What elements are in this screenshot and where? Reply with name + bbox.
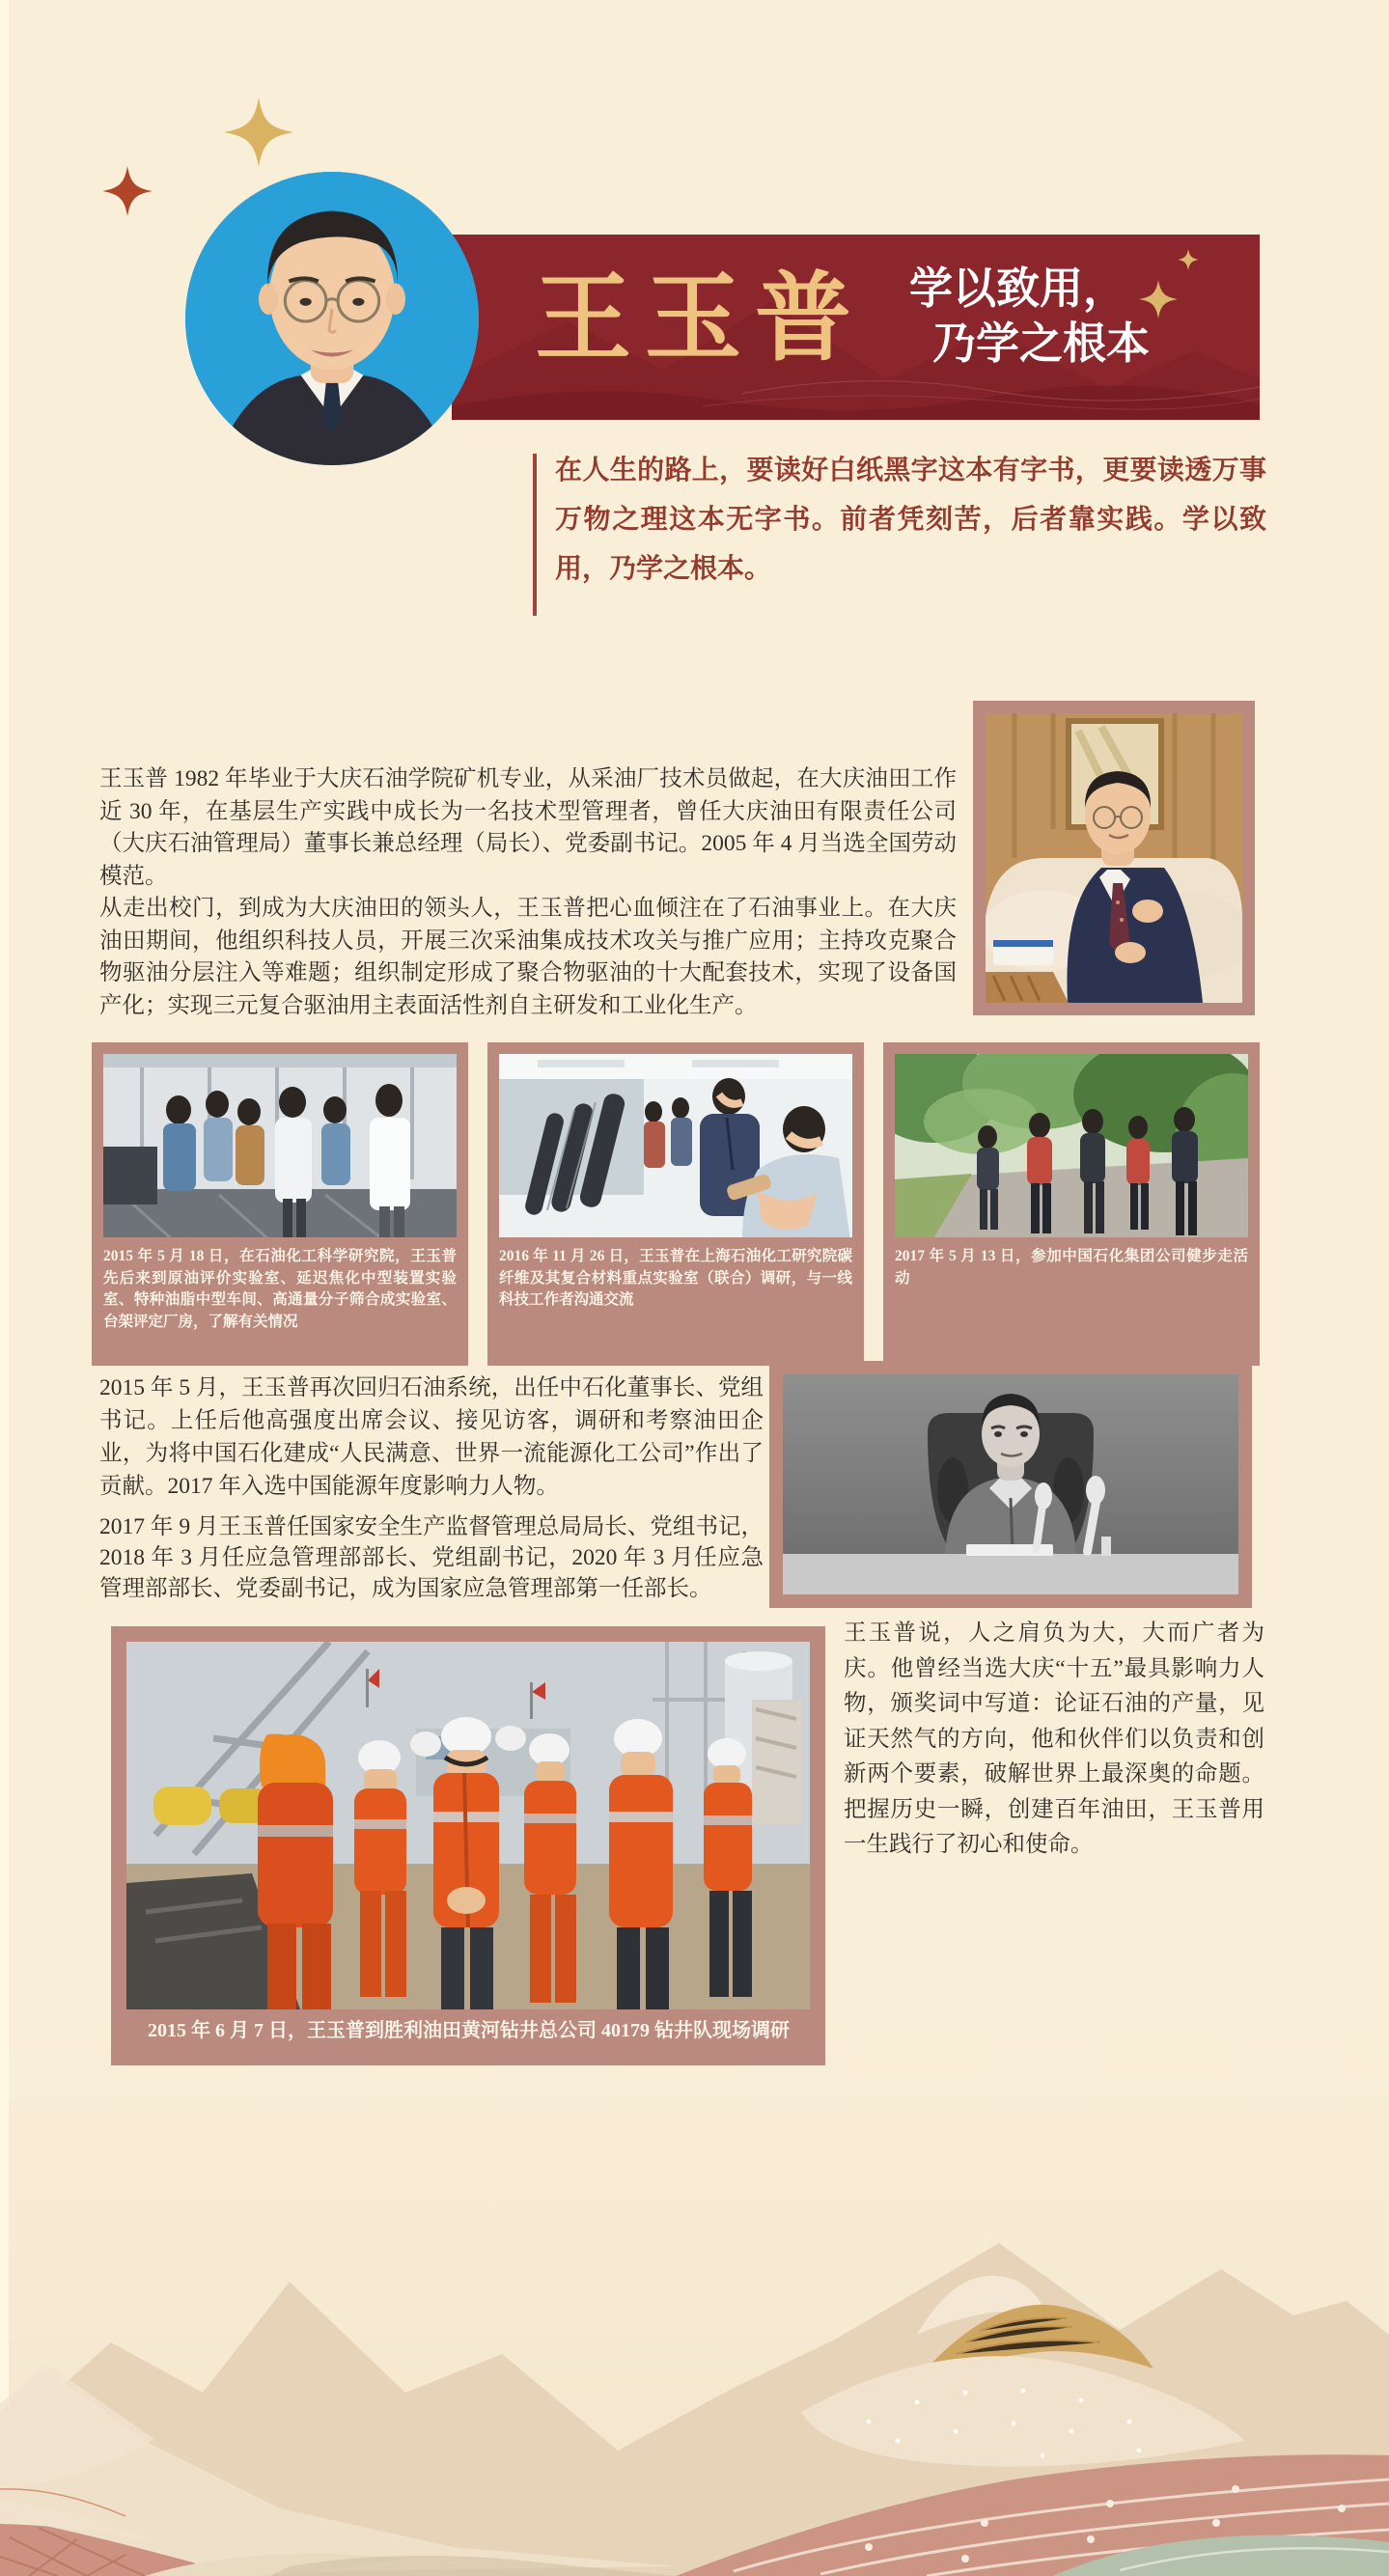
portrait-illustration <box>185 172 479 465</box>
photo-card-research-institute <box>92 1042 468 1366</box>
photo-caption: 2016 年 11 月 26 日，王玉普在上海石油化工研究院碳纤维及其复合材料重点实验室（联合）调研，与一线科技工作者沟通交流 <box>499 1248 852 1308</box>
photo-caption: 2017 年 5 月 13 日，参加中国石化集团公司健步走活动 <box>895 1248 1248 1287</box>
paragraph-biography-1: 王玉普 1982 年毕业于大庆石油学院矿机专业，从采油厂技术员做起，在大庆油田工作近 30 年，在基层生产实践中成长为一名技术型管理者，曾任大庆油田有限责任公司（大庆石油管理局）董事长兼总经理（局长）、党委副书记。2005 年 4 月当选全国劳动模范。 <box>99 766 957 889</box>
paragraph-ministry: 2017 年 9 月王玉普任国家安全生产监督管理总局局长、党组书记，2018 年 3 月任应急管理部部长、党组副书记，2020 年 3 月任应急管理部部长、党委副书记，成为国家应急管理部第一任部长。 <box>99 1514 764 1601</box>
photo-interview-sofa-image <box>986 713 1242 1003</box>
title-banner <box>452 235 1260 420</box>
quote-text: 在人生的路上，要读好白纸黑字这本有字书，更要读透万事万物之理这本无字书。前者凭刻苦，后者靠实践。学以致用，乃学之根本。 <box>555 456 1266 584</box>
photo-meeting-bw-image <box>783 1374 1238 1594</box>
banner-subtitle <box>909 262 1150 372</box>
banner-sparkle-small-icon <box>1178 248 1199 271</box>
photo-meeting-bw <box>769 1361 1252 1608</box>
person-name-title: 王玉普 <box>535 265 865 373</box>
banner-subtitle-line2: 乃学之根本 <box>932 319 1151 368</box>
photo-card-walking-event <box>883 1042 1260 1366</box>
mountain-decoration <box>0 2161 1389 2576</box>
quote-divider <box>533 454 537 616</box>
sparkle-gold-icon <box>224 95 293 170</box>
photo-card-carbon-fiber-lab <box>487 1042 864 1366</box>
paragraph-sinopec: 2015 年 5 月，王玉普再次回归石油系统，出任中石化董事长、党组书记。上任后他高强度出席会议、接见访客，调研和考察油田企业，为将中国石化建成“人民满意、世界一流能源化工公司”作出了贡献。2017 年入选中国能源年度影响力人物。 <box>99 1375 764 1499</box>
portrait-photo <box>185 172 479 465</box>
paragraph-biography-2: 从走出校门，到成为大庆油田的领头人，王玉普把心血倾注在了石油事业上。在大庆油田期间，他组织科技人员，开展三次采油集成技术攻关与推广应用；主持攻克聚合物驱油分层注入等难题；组织制定形成了聚合物驱油的十大配套技术，实现了设备国产化；实现三元复合驱油用主表面活性剂自主研发和工业化生产。 <box>99 896 957 1018</box>
sparkle-red-icon <box>102 164 153 218</box>
photo-caption: 2015 年 6 月 7 日，王玉普到胜利油田黄河钻井总公司 40179 钻井队现场调研 <box>148 2020 790 2041</box>
photo-drilling-site-image <box>126 1642 810 2009</box>
paragraph-legacy: 王玉普说，人之肩负为大，大而广者为庆。他曾经当选大庆“十五”最具影响力人物，颁奖词中写道：论证石油的产量，见证天然气的方向，他和伙伴们以负责和创新两个要素，破解世界上最深奥的命题。把握历史一瞬，创建百年油田，王玉普用一生践行了初心和使命。 <box>844 1620 1264 1857</box>
photo-caption: 2015 年 5 月 18 日，在石油化工科学研究院，王玉普先后来到原油评价实验室、延迟焦化中型装置实验室、特种油脂中型车间、高通量分子筛合成实验室、台架评定厂房，了解有关情况 <box>103 1248 457 1330</box>
photo-drilling-site <box>111 1626 825 2065</box>
quote-block <box>533 446 1266 594</box>
photo-interview-sofa <box>973 701 1255 1015</box>
banner-subtitle-line1: 学以致用， <box>909 264 1127 313</box>
photo-carbon-fiber-lab-image <box>499 1054 852 1237</box>
photo-walking-event-image <box>895 1054 1248 1237</box>
photo-research-institute-image <box>103 1054 457 1237</box>
